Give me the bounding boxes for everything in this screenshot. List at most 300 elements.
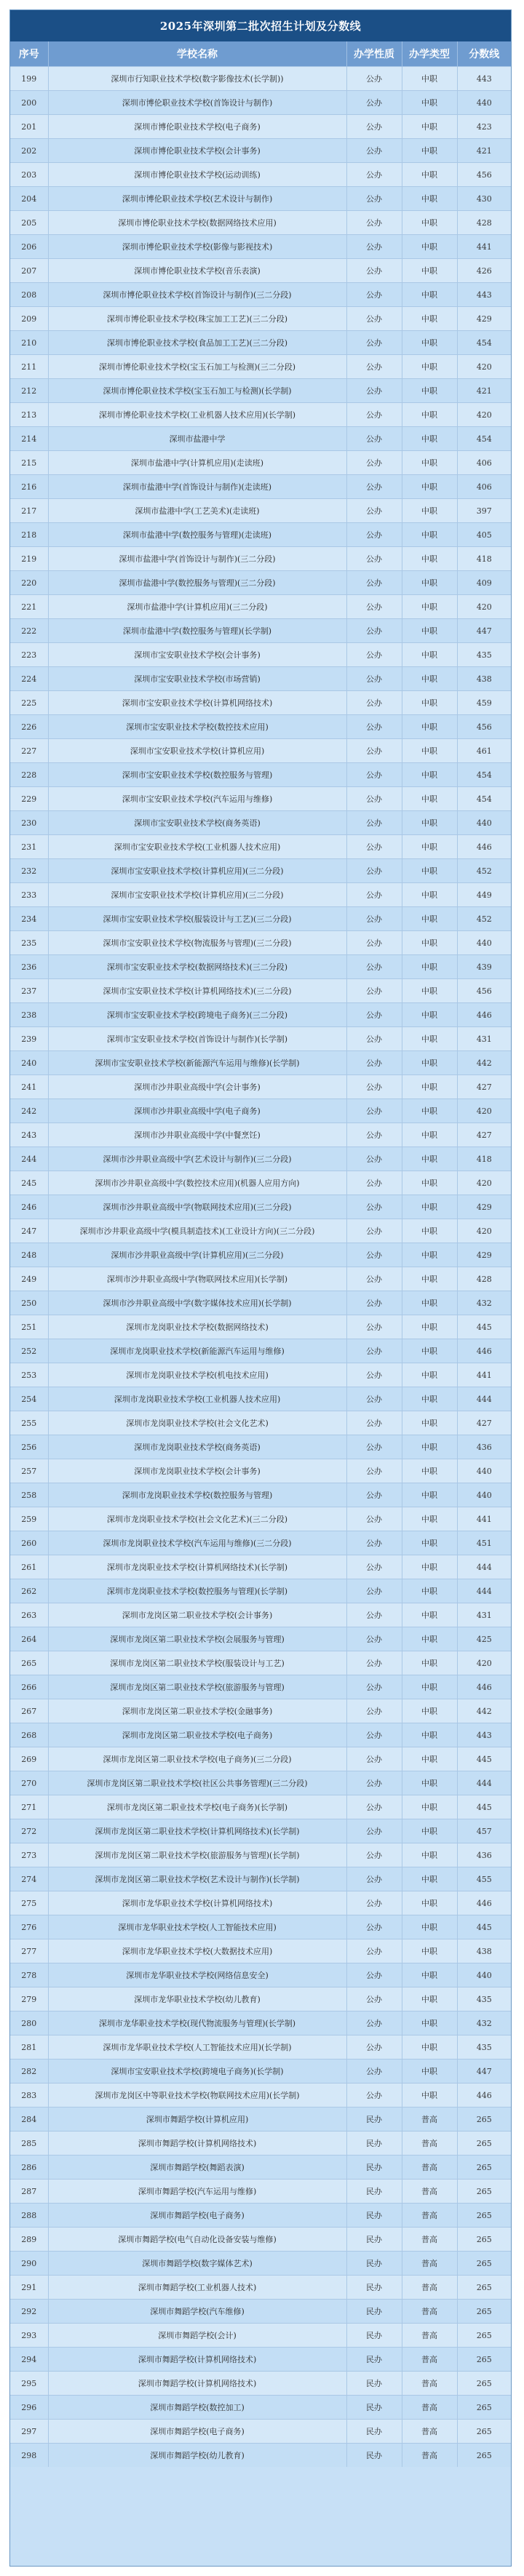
cell-school-type: 中职 bbox=[402, 1219, 457, 1243]
cell-index: 251 bbox=[10, 1315, 48, 1339]
cell-score: 421 bbox=[457, 139, 511, 163]
table-row bbox=[10, 523, 511, 547]
cell-index: 287 bbox=[10, 2180, 48, 2204]
cell-index: 284 bbox=[10, 2108, 48, 2132]
cell-ownership: 民办 bbox=[346, 2276, 402, 2300]
cell-index: 233 bbox=[10, 883, 48, 907]
cell-score: 409 bbox=[457, 571, 511, 595]
table-row bbox=[10, 1603, 511, 1627]
cell-ownership: 民办 bbox=[346, 2180, 402, 2204]
cell-score: 438 bbox=[457, 1939, 511, 1963]
cell-school-name: 深圳市龙岗职业技术学校(计算机网络技术)(长学制) bbox=[48, 1555, 346, 1579]
cell-school-type: 中职 bbox=[402, 859, 457, 883]
cell-school-type: 中职 bbox=[402, 1819, 457, 1843]
cell-school-type: 中职 bbox=[402, 379, 457, 403]
cell-ownership: 公办 bbox=[346, 1219, 402, 1243]
table-row bbox=[10, 739, 511, 763]
cell-school-type: 中职 bbox=[402, 1075, 457, 1099]
table-row bbox=[10, 1003, 511, 1027]
cell-school-name: 深圳市舞蹈学校(计算机应用) bbox=[48, 2108, 346, 2132]
cell-score: 457 bbox=[457, 1819, 511, 1843]
cell-school-type: 普高 bbox=[402, 2276, 457, 2300]
cell-school-type: 中职 bbox=[402, 187, 457, 211]
table-row bbox=[10, 1315, 511, 1339]
cell-ownership: 公办 bbox=[346, 1675, 402, 1699]
cell-index: 200 bbox=[10, 91, 48, 115]
table-row bbox=[10, 1651, 511, 1675]
table-row bbox=[10, 163, 511, 187]
column-header-school: 学校名称 bbox=[48, 41, 346, 67]
table-row bbox=[10, 235, 511, 259]
cell-school-name: 深圳市博伦职业技术学校(会计事务) bbox=[48, 139, 346, 163]
table-row bbox=[10, 2180, 511, 2204]
cell-index: 242 bbox=[10, 1099, 48, 1123]
cell-school-name: 深圳市博伦职业技术学校(影像与影视技术) bbox=[48, 235, 346, 259]
table-row bbox=[10, 139, 511, 163]
cell-school-name: 深圳市博伦职业技术学校(数据网络技术应用) bbox=[48, 211, 346, 235]
cell-school-name: 深圳市沙井职业高级中学(会计事务) bbox=[48, 1075, 346, 1099]
cell-school-type: 普高 bbox=[402, 2324, 457, 2348]
cell-score: 444 bbox=[457, 1387, 511, 1411]
table-row bbox=[10, 907, 511, 931]
table-row bbox=[10, 451, 511, 475]
cell-school-type: 中职 bbox=[402, 595, 457, 619]
cell-ownership: 公办 bbox=[346, 1603, 402, 1627]
table-row bbox=[10, 1291, 511, 1315]
cell-index: 297 bbox=[10, 2420, 48, 2444]
cell-index: 261 bbox=[10, 1555, 48, 1579]
cell-index: 255 bbox=[10, 1411, 48, 1435]
cell-index: 291 bbox=[10, 2276, 48, 2300]
cell-school-type: 中职 bbox=[402, 1171, 457, 1195]
cell-score: 436 bbox=[457, 1435, 511, 1459]
cell-index: 213 bbox=[10, 403, 48, 427]
cell-school-name: 深圳市龙华职业技术学校(计算机网络技术) bbox=[48, 1891, 346, 1915]
cell-score: 428 bbox=[457, 211, 511, 235]
cell-ownership: 公办 bbox=[346, 1099, 402, 1123]
cell-score: 440 bbox=[457, 91, 511, 115]
cell-score: 443 bbox=[457, 67, 511, 91]
table-row bbox=[10, 2300, 511, 2324]
cell-index: 228 bbox=[10, 763, 48, 787]
table-row bbox=[10, 2348, 511, 2372]
cell-school-type: 中职 bbox=[402, 355, 457, 379]
cell-ownership: 公办 bbox=[346, 235, 402, 259]
table-row bbox=[10, 1891, 511, 1915]
cell-index: 231 bbox=[10, 835, 48, 859]
cell-school-type: 中职 bbox=[402, 1387, 457, 1411]
cell-school-name: 深圳市沙井职业高级中学(物联网技术应用)(三二分段) bbox=[48, 1195, 346, 1219]
cell-ownership: 公办 bbox=[346, 571, 402, 595]
cell-school-type: 普高 bbox=[402, 2300, 457, 2324]
cell-index: 214 bbox=[10, 427, 48, 451]
cell-school-type: 中职 bbox=[402, 115, 457, 139]
table-row bbox=[10, 931, 511, 955]
cell-school-name: 深圳市博伦职业技术学校(首饰设计与制作) bbox=[48, 91, 346, 115]
cell-school-type: 中职 bbox=[402, 811, 457, 835]
cell-school-type: 中职 bbox=[402, 1747, 457, 1771]
table-row bbox=[10, 2132, 511, 2156]
cell-school-type: 中职 bbox=[402, 1147, 457, 1171]
cell-ownership: 公办 bbox=[346, 2083, 402, 2108]
admission-table-sheet bbox=[9, 9, 512, 2567]
table-row bbox=[10, 403, 511, 427]
cell-ownership: 公办 bbox=[346, 1939, 402, 1963]
cell-school-type: 中职 bbox=[402, 427, 457, 451]
cell-school-name: 深圳市博伦职业技术学校(音乐表演) bbox=[48, 259, 346, 283]
cell-score: 418 bbox=[457, 547, 511, 571]
cell-school-type: 中职 bbox=[402, 1579, 457, 1603]
table-row bbox=[10, 1843, 511, 1867]
table-header-row bbox=[10, 41, 511, 67]
cell-index: 234 bbox=[10, 907, 48, 931]
cell-school-type: 中职 bbox=[402, 1651, 457, 1675]
cell-school-type: 中职 bbox=[402, 619, 457, 643]
cell-school-type: 中职 bbox=[402, 835, 457, 859]
cell-school-name: 深圳市舞蹈学校(电子商务) bbox=[48, 2204, 346, 2228]
cell-index: 206 bbox=[10, 235, 48, 259]
cell-school-name: 深圳市宝安职业技术学校(计算机网络技术)(三二分段) bbox=[48, 979, 346, 1003]
cell-index: 270 bbox=[10, 1771, 48, 1795]
cell-ownership: 公办 bbox=[346, 1243, 402, 1267]
cell-score: 444 bbox=[457, 1579, 511, 1603]
cell-index: 278 bbox=[10, 1963, 48, 1987]
table-row bbox=[10, 1507, 511, 1531]
cell-index: 202 bbox=[10, 139, 48, 163]
cell-school-name: 深圳市龙岗区第二职业技术学校(电子商务) bbox=[48, 1723, 346, 1747]
cell-school-type: 中职 bbox=[402, 1627, 457, 1651]
cell-school-type: 中职 bbox=[402, 1891, 457, 1915]
cell-ownership: 公办 bbox=[346, 1819, 402, 1843]
cell-score: 406 bbox=[457, 475, 511, 499]
cell-school-type: 中职 bbox=[402, 1939, 457, 1963]
cell-ownership: 民办 bbox=[346, 2300, 402, 2324]
cell-score: 427 bbox=[457, 1411, 511, 1435]
table-row bbox=[10, 2011, 511, 2035]
cell-school-name: 深圳市宝安职业技术学校(新能源汽车运用与维修)(长学制) bbox=[48, 1051, 346, 1075]
cell-school-name: 深圳市博伦职业技术学校(食品加工工艺)(三二分段) bbox=[48, 331, 346, 355]
cell-school-name: 深圳市龙华职业技术学校(幼儿教育) bbox=[48, 1987, 346, 2011]
cell-school-name: 深圳市龙华职业技术学校(人工智能技术应用) bbox=[48, 1915, 346, 1939]
cell-school-name: 深圳市盐港中学(首饰设计与制作)(三二分段) bbox=[48, 547, 346, 571]
cell-ownership: 公办 bbox=[346, 859, 402, 883]
cell-ownership: 民办 bbox=[346, 2156, 402, 2180]
cell-score: 435 bbox=[457, 2035, 511, 2059]
table-row bbox=[10, 1219, 511, 1243]
table-row bbox=[10, 2276, 511, 2300]
table-row bbox=[10, 1459, 511, 1483]
cell-index: 249 bbox=[10, 1267, 48, 1291]
table-row bbox=[10, 1675, 511, 1699]
cell-score: 435 bbox=[457, 643, 511, 667]
cell-index: 243 bbox=[10, 1123, 48, 1147]
cell-score: 440 bbox=[457, 931, 511, 955]
cell-index: 285 bbox=[10, 2132, 48, 2156]
cell-score: 447 bbox=[457, 619, 511, 643]
cell-ownership: 公办 bbox=[346, 1075, 402, 1099]
table-row bbox=[10, 643, 511, 667]
cell-ownership: 公办 bbox=[346, 1891, 402, 1915]
cell-ownership: 公办 bbox=[346, 1987, 402, 2011]
cell-index: 266 bbox=[10, 1675, 48, 1699]
cell-school-name: 深圳市舞蹈学校(数控加工) bbox=[48, 2396, 346, 2420]
cell-index: 280 bbox=[10, 2011, 48, 2035]
table-row bbox=[10, 2035, 511, 2059]
cell-index: 279 bbox=[10, 1987, 48, 2011]
cell-school-type: 中职 bbox=[402, 1243, 457, 1267]
table-row bbox=[10, 115, 511, 139]
cell-school-type: 中职 bbox=[402, 475, 457, 499]
table-row bbox=[10, 331, 511, 355]
cell-score: 452 bbox=[457, 907, 511, 931]
cell-ownership: 公办 bbox=[346, 259, 402, 283]
cell-index: 223 bbox=[10, 643, 48, 667]
cell-school-name: 深圳市宝安职业技术学校(计算机应用)(三二分段) bbox=[48, 859, 346, 883]
cell-score: 454 bbox=[457, 763, 511, 787]
cell-school-type: 中职 bbox=[402, 2011, 457, 2035]
cell-index: 259 bbox=[10, 1507, 48, 1531]
cell-school-name: 深圳市龙岗区第二职业技术学校(旅游服务与管理)(长学制) bbox=[48, 1843, 346, 1867]
table-row bbox=[10, 2156, 511, 2180]
cell-school-name: 深圳市宝安职业技术学校(计算机网络技术) bbox=[48, 691, 346, 715]
table-row bbox=[10, 859, 511, 883]
table-row bbox=[10, 355, 511, 379]
cell-score: 456 bbox=[457, 715, 511, 739]
cell-score: 432 bbox=[457, 1291, 511, 1315]
cell-score: 428 bbox=[457, 1267, 511, 1291]
cell-score: 265 bbox=[457, 2300, 511, 2324]
cell-score: 454 bbox=[457, 427, 511, 451]
cell-ownership: 公办 bbox=[346, 1627, 402, 1651]
cell-score: 429 bbox=[457, 1243, 511, 1267]
cell-ownership: 公办 bbox=[346, 1963, 402, 1987]
cell-score: 427 bbox=[457, 1123, 511, 1147]
cell-school-type: 普高 bbox=[402, 2348, 457, 2372]
cell-score: 445 bbox=[457, 1315, 511, 1339]
cell-index: 205 bbox=[10, 211, 48, 235]
table-row bbox=[10, 2252, 511, 2276]
cell-school-type: 中职 bbox=[402, 499, 457, 523]
cell-ownership: 公办 bbox=[346, 787, 402, 811]
cell-school-name: 深圳市宝安职业技术学校(跨境电子商务)(长学制) bbox=[48, 2059, 346, 2083]
cell-score: 406 bbox=[457, 451, 511, 475]
cell-index: 272 bbox=[10, 1819, 48, 1843]
cell-school-name: 深圳市龙华职业技术学校(现代物流服务与管理)(长学制) bbox=[48, 2011, 346, 2035]
cell-index: 273 bbox=[10, 1843, 48, 1867]
cell-ownership: 民办 bbox=[346, 2252, 402, 2276]
cell-school-name: 深圳市宝安职业技术学校(商务英语) bbox=[48, 811, 346, 835]
cell-school-type: 中职 bbox=[402, 283, 457, 307]
cell-school-name: 深圳市龙岗职业技术学校(社会文化艺术)(三二分段) bbox=[48, 1507, 346, 1531]
cell-school-name: 深圳市宝安职业技术学校(数控技术应用) bbox=[48, 715, 346, 739]
cell-index: 226 bbox=[10, 715, 48, 739]
cell-school-name: 深圳市龙岗区第二职业技术学校(旅游服务与管理) bbox=[48, 1675, 346, 1699]
cell-school-name: 深圳市舞蹈学校(电子商务) bbox=[48, 2420, 346, 2444]
cell-school-type: 普高 bbox=[402, 2228, 457, 2252]
cell-school-type: 中职 bbox=[402, 787, 457, 811]
table-row bbox=[10, 1339, 511, 1363]
cell-score: 441 bbox=[457, 1363, 511, 1387]
cell-index: 263 bbox=[10, 1603, 48, 1627]
table-row bbox=[10, 2372, 511, 2396]
cell-ownership: 公办 bbox=[346, 619, 402, 643]
cell-score: 420 bbox=[457, 403, 511, 427]
table-row bbox=[10, 2324, 511, 2348]
cell-index: 254 bbox=[10, 1387, 48, 1411]
cell-score: 445 bbox=[457, 1747, 511, 1771]
cell-ownership: 公办 bbox=[346, 2035, 402, 2059]
cell-ownership: 公办 bbox=[346, 1843, 402, 1867]
cell-school-type: 中职 bbox=[402, 1699, 457, 1723]
cell-ownership: 公办 bbox=[346, 883, 402, 907]
cell-score: 461 bbox=[457, 739, 511, 763]
cell-index: 232 bbox=[10, 859, 48, 883]
cell-school-name: 深圳市盐港中学(数控服务与管理)(三二分段) bbox=[48, 571, 346, 595]
cell-index: 237 bbox=[10, 979, 48, 1003]
cell-index: 294 bbox=[10, 2348, 48, 2372]
cell-ownership: 公办 bbox=[346, 1339, 402, 1363]
cell-score: 265 bbox=[457, 2252, 511, 2276]
cell-index: 246 bbox=[10, 1195, 48, 1219]
cell-ownership: 公办 bbox=[346, 1915, 402, 1939]
cell-ownership: 公办 bbox=[346, 1531, 402, 1555]
cell-index: 267 bbox=[10, 1699, 48, 1723]
cell-ownership: 公办 bbox=[346, 1435, 402, 1459]
cell-index: 248 bbox=[10, 1243, 48, 1267]
table-row bbox=[10, 2396, 511, 2420]
cell-index: 224 bbox=[10, 667, 48, 691]
cell-school-type: 中职 bbox=[402, 667, 457, 691]
cell-ownership: 公办 bbox=[346, 499, 402, 523]
cell-ownership: 公办 bbox=[346, 1771, 402, 1795]
cell-school-name: 深圳市沙井职业高级中学(电子商务) bbox=[48, 1099, 346, 1123]
cell-index: 209 bbox=[10, 307, 48, 331]
cell-school-type: 中职 bbox=[402, 1315, 457, 1339]
cell-score: 420 bbox=[457, 1171, 511, 1195]
cell-ownership: 公办 bbox=[346, 715, 402, 739]
cell-school-type: 普高 bbox=[402, 2252, 457, 2276]
cell-ownership: 公办 bbox=[346, 115, 402, 139]
cell-school-name: 深圳市龙岗区第二职业技术学校(服装设计与工艺) bbox=[48, 1651, 346, 1675]
cell-score: 432 bbox=[457, 2011, 511, 2035]
table-row bbox=[10, 283, 511, 307]
cell-school-type: 中职 bbox=[402, 2035, 457, 2059]
table-row bbox=[10, 187, 511, 211]
table-row bbox=[10, 499, 511, 523]
cell-index: 218 bbox=[10, 523, 48, 547]
cell-score: 456 bbox=[457, 979, 511, 1003]
cell-score: 420 bbox=[457, 1219, 511, 1243]
cell-score: 265 bbox=[457, 2372, 511, 2396]
page-title: 2025年深圳第二批次招生计划及分数线 bbox=[10, 10, 511, 41]
cell-ownership: 公办 bbox=[346, 67, 402, 91]
table-row bbox=[10, 547, 511, 571]
cell-school-type: 中职 bbox=[402, 931, 457, 955]
cell-index: 235 bbox=[10, 931, 48, 955]
cell-school-name: 深圳市宝安职业技术学校(物流服务与管理)(三二分段) bbox=[48, 931, 346, 955]
cell-ownership: 公办 bbox=[346, 91, 402, 115]
table-row bbox=[10, 1147, 511, 1171]
cell-school-name: 深圳市沙井职业高级中学(模具制造技术)(工业设计方向)(三二分段) bbox=[48, 1219, 346, 1243]
table-row bbox=[10, 1915, 511, 1939]
cell-ownership: 公办 bbox=[346, 1147, 402, 1171]
cell-school-name: 深圳市舞蹈学校(幼儿教育) bbox=[48, 2444, 346, 2468]
cell-school-type: 中职 bbox=[402, 1099, 457, 1123]
cell-school-type: 普高 bbox=[402, 2444, 457, 2468]
cell-index: 236 bbox=[10, 955, 48, 979]
cell-school-name: 深圳市舞蹈学校(电气自动化设备安装与维修) bbox=[48, 2228, 346, 2252]
cell-school-name: 深圳市宝安职业技术学校(跨境电子商务)(三二分段) bbox=[48, 1003, 346, 1027]
cell-score: 421 bbox=[457, 379, 511, 403]
table-row bbox=[10, 2444, 511, 2468]
table-row bbox=[10, 1627, 511, 1651]
cell-ownership: 公办 bbox=[346, 595, 402, 619]
cell-school-type: 普高 bbox=[402, 2372, 457, 2396]
admission-table bbox=[10, 41, 511, 2467]
cell-ownership: 公办 bbox=[346, 139, 402, 163]
cell-school-type: 普高 bbox=[402, 2108, 457, 2132]
table-row bbox=[10, 1099, 511, 1123]
cell-school-type: 普高 bbox=[402, 2396, 457, 2420]
cell-index: 262 bbox=[10, 1579, 48, 1603]
cell-ownership: 公办 bbox=[346, 2059, 402, 2083]
cell-school-name: 深圳市宝安职业技术学校(服装设计与工艺)(三二分段) bbox=[48, 907, 346, 931]
cell-school-name: 深圳市盐港中学(工艺美术)(走读班) bbox=[48, 499, 346, 523]
table-row bbox=[10, 1387, 511, 1411]
cell-ownership: 公办 bbox=[346, 523, 402, 547]
cell-index: 298 bbox=[10, 2444, 48, 2468]
cell-ownership: 公办 bbox=[346, 355, 402, 379]
cell-ownership: 民办 bbox=[346, 2108, 402, 2132]
cell-score: 420 bbox=[457, 1099, 511, 1123]
cell-ownership: 公办 bbox=[346, 307, 402, 331]
cell-school-name: 深圳市龙岗职业技术学校(工业机器人技术应用) bbox=[48, 1387, 346, 1411]
cell-score: 420 bbox=[457, 355, 511, 379]
cell-index: 276 bbox=[10, 1915, 48, 1939]
cell-index: 257 bbox=[10, 1459, 48, 1483]
cell-school-name: 深圳市舞蹈学校(数字媒体艺术) bbox=[48, 2252, 346, 2276]
cell-school-name: 深圳市舞蹈学校(工业机器人技术) bbox=[48, 2276, 346, 2300]
cell-score: 265 bbox=[457, 2228, 511, 2252]
table-row bbox=[10, 955, 511, 979]
cell-school-name: 深圳市龙岗职业技术学校(会计事务) bbox=[48, 1459, 346, 1483]
cell-ownership: 民办 bbox=[346, 2348, 402, 2372]
cell-school-name: 深圳市龙岗职业技术学校(数控服务与管理) bbox=[48, 1483, 346, 1507]
table-row bbox=[10, 715, 511, 739]
cell-school-name: 深圳市宝安职业技术学校(会计事务) bbox=[48, 643, 346, 667]
cell-school-name: 深圳市舞蹈学校(汽车运用与维修) bbox=[48, 2180, 346, 2204]
cell-ownership: 公办 bbox=[346, 1027, 402, 1051]
table-row bbox=[10, 1867, 511, 1891]
cell-ownership: 公办 bbox=[346, 1171, 402, 1195]
cell-score: 446 bbox=[457, 2083, 511, 2108]
cell-school-name: 深圳市舞蹈学校(舞蹈表演) bbox=[48, 2156, 346, 2180]
cell-score: 441 bbox=[457, 1507, 511, 1531]
cell-school-type: 中职 bbox=[402, 1843, 457, 1867]
cell-index: 216 bbox=[10, 475, 48, 499]
cell-school-name: 深圳市盐港中学(计算机应用)(走读班) bbox=[48, 451, 346, 475]
cell-index: 221 bbox=[10, 595, 48, 619]
table-row bbox=[10, 1579, 511, 1603]
table-row bbox=[10, 2083, 511, 2108]
cell-score: 265 bbox=[457, 2156, 511, 2180]
cell-school-name: 深圳市博伦职业技术学校(电子商务) bbox=[48, 115, 346, 139]
cell-school-type: 中职 bbox=[402, 1675, 457, 1699]
cell-school-name: 深圳市龙岗职业技术学校(新能源汽车运用与维修) bbox=[48, 1339, 346, 1363]
cell-school-name: 深圳市龙岗职业技术学校(机电技术应用) bbox=[48, 1363, 346, 1387]
table-row bbox=[10, 307, 511, 331]
cell-school-type: 中职 bbox=[402, 907, 457, 931]
